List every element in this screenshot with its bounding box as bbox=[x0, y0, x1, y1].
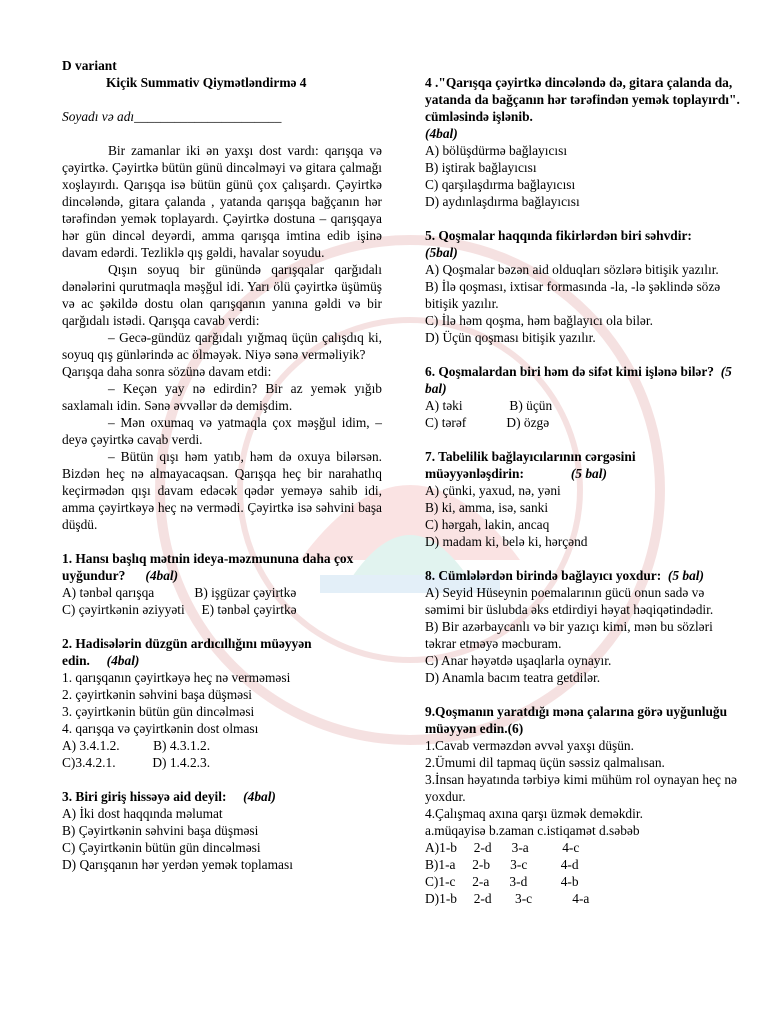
option-row: A) tənbəl qarışqa B) işgüzar çəyirtkə bbox=[62, 585, 297, 600]
option: B) Bir azərbaycanlı və bir yazıçı kimi, mən bu sözləri təkrar etməyə məcburam. bbox=[425, 619, 713, 651]
option: A) Qoşmalar bəzən aid olduqları sözlərə bitişik yazılır. bbox=[425, 262, 719, 277]
name-line: Soyadı və adı______________________ bbox=[62, 109, 282, 124]
option-row: C)3.4.2.1. D) 1.4.2.3. bbox=[62, 755, 211, 770]
points: (5bal) bbox=[425, 245, 458, 260]
option: B) iştirak bağlayıcısı bbox=[425, 160, 537, 175]
option-row: D)1-b 2-d 3-c 4-a bbox=[425, 891, 590, 906]
option: D) Qarışqanın hər yerdən yemək toplaması bbox=[62, 857, 293, 872]
story-paragraph: – Bütün qışı həm yatıb, həm də oxuya bilərsən. Bizdən heç nə almayacaqsan. Qarışqa heç bir narahatlıq keçirmədən qışı davam edəcək qədər yeməyə sahib idi, amma çəyirtkəyə heç nə vermədi. Çəyirtkə isə səhvini başa düşdü. bbox=[62, 449, 382, 532]
question-1: 1. Hansı başlıq mətnin ideya-məzmununa daha çox uyğundur? (4bal) bbox=[62, 551, 354, 583]
option: B) İlə qoşması, ixtisar formasında -la, -lə şəklində sözə bitişik yazılır. bbox=[425, 279, 721, 311]
option: A) bölüşdürmə bağlayıcısı bbox=[425, 143, 568, 158]
option: C) Çəyirtkənin bütün gün dincəlməsi bbox=[62, 840, 261, 855]
left-column bbox=[62, 57, 382, 873]
points: (4bal) bbox=[425, 126, 458, 141]
list-item: 1. qarışqanın çəyirtkəyə heç nə verməməsi bbox=[62, 670, 291, 685]
option: A) çünki, yaxud, nə, yəni bbox=[425, 483, 561, 498]
list-item: 4. qarışqa və çəyirtkənin dost olması bbox=[62, 721, 259, 736]
option-row: A)1-b 2-d 3-a 4-c bbox=[425, 840, 580, 855]
option-row: C) tərəf D) özgə bbox=[425, 415, 550, 430]
option: A) İki dost haqqında məlumat bbox=[62, 806, 223, 821]
list-item: 2. çəyirtkənin səhvini başa düşməsi bbox=[62, 687, 253, 702]
story-paragraph: – Gecə-gündüz qarğıdalı yığmaq üçün çalışdıq ki, soyuq qış günlərində ac ölməyək. Niyə sənə verməliyik? bbox=[62, 330, 382, 362]
story-paragraph: Bir zamanlar iki ən yaxşı dost vardı: qarışqa və çəyirtkə. Çəyirtkə bütün günü dincəlməyi və gitara çalmağı xoşlayırdı. Qarışqa isə bütün günü çox çalışardı. Çəyirtkə dincələndə, gitara çalanda , yatanda qarışqa bağçanın hər tərəfindən yemək toplayardı. Çəyirtkə dostuna – qarışqaya hər gün dincəl deyərdi, amma qarışqa imtina edib işinə davam edərdi. Tezliklə qış gəldi, havalar soyudu. bbox=[62, 143, 382, 260]
list-item: a.müqayisə b.zaman c.istiqamət d.səbəb bbox=[425, 823, 640, 838]
right-column bbox=[425, 74, 745, 907]
option: C) İlə həm qoşma, həm bağlayıcı ola bilər. bbox=[425, 313, 653, 328]
story-paragraph: – Keçən yay nə edirdin? Bir az yemək yığıb saxlamalı idin. Sənə əvvəllər də demişdim. bbox=[62, 381, 382, 413]
option: D) madam ki, belə ki, hərçənd bbox=[425, 534, 588, 549]
points: (5 bal) bbox=[425, 364, 732, 396]
question-8: 8. Cümlələrdən birində bağlayıcı yoxdur: (5 bal) bbox=[425, 568, 704, 583]
option: C) hərgah, lakin, ancaq bbox=[425, 517, 550, 532]
question-2: 2. Hadisələrin düzgün ardıcıllığını müəyyən edin. (4bal) bbox=[62, 636, 312, 668]
list-item: 3. çəyirtkənin bütün gün dincəlməsi bbox=[62, 704, 255, 719]
story-paragraph: Qışın soyuq bir günündə qarışqalar qarğıdalı dənələrini qurutmaqla məşğul idi. Yarı ölü çəyirtkə üşümüş və ac şəkildə dostu olan qarışqanın yanına gəldi və bir qarğıdalı istədi. Qarışqa cavab verdi: bbox=[62, 262, 382, 328]
option-row: B)1-a 2-b 3-c 4-d bbox=[425, 857, 579, 872]
question-9: 9.Qoşmanın yaratdığı məna çalarına görə uyğunluğu müəyyən edin.(6) bbox=[425, 704, 728, 736]
story-paragraph: Qarışqa daha sonra sözünə davam etdi: bbox=[62, 364, 272, 379]
points: (4bal) bbox=[243, 789, 276, 804]
story-paragraph: – Mən oxumaq və yatmaqla çox məşğul idim, – deyə çəyirtkə cavab verdi. bbox=[62, 415, 382, 447]
points: (5 bal) bbox=[570, 466, 607, 481]
option-row: A) 3.4.1.2. B) 4.3.1.2. bbox=[62, 738, 211, 753]
option: C) qarşılaşdırma bağlayıcısı bbox=[425, 177, 576, 192]
option: D) aydınlaşdırma bağlayıcısı bbox=[425, 194, 580, 209]
option: C) Anar həyətdə uşaqlarla oynayır. bbox=[425, 653, 612, 668]
list-item: 4.Çalışmaq axına qarşı üzmək deməkdir. bbox=[425, 806, 643, 821]
points: (5 bal) bbox=[667, 568, 704, 583]
question-3: 3. Biri giriş hissəyə aid deyil: (4bal) bbox=[62, 789, 276, 804]
points: (4bal) bbox=[106, 653, 140, 668]
option-row: C)1-c 2-a 3-d 4-b bbox=[425, 874, 579, 889]
option-row: A) təki B) üçün bbox=[425, 398, 553, 413]
option: A) Seyid Hüseynin poemalarının gücü onun sadə və səmimi bir üslubda əks etdirdiyi həyat həqiqətindədir. bbox=[425, 585, 714, 617]
question-6: 6. Qoşmalardan biri həm də sifət kimi işlənə bilər? (5 bal) bbox=[425, 364, 732, 396]
list-item: 1.Cavab verməzdən əvvəl yaxşı düşün. bbox=[425, 738, 634, 753]
variant-label: D variant bbox=[62, 58, 117, 73]
list-item: 2.Ümumi dil tapmaq üçün səssiz qalmalısan. bbox=[425, 755, 665, 770]
question-7: 7. Tabelilik bağlayıcılarının cərgəsini müəyyənləşdirin: (5 bal) bbox=[425, 449, 636, 481]
page-title: Kiçik Summativ Qiymətləndirmə 4 bbox=[106, 75, 307, 90]
option: D) Anamla bacım teatra getdilər. bbox=[425, 670, 601, 685]
question-5: 5. Qoşmalar haqqında fikirlərdən biri səhvdir: bbox=[425, 228, 692, 243]
option-row: C) çəyirtkənin əziyyəti E) tənbəl çəyirtkə bbox=[62, 602, 297, 617]
option: B) ki, amma, isə, sanki bbox=[425, 500, 549, 515]
question-4: 4 ."Qarışqa çəyirtkə dincələndə də, gitara çalanda da, yatanda da bağçanın hər tərəfindən yemək toplayırdı". cümləsində işlənib. bbox=[425, 75, 740, 124]
list-item: 3.İnsan həyatında tərbiyə kimi mühüm rol oynayan heç nə yoxdur. bbox=[425, 772, 737, 804]
points: (4bal) bbox=[145, 568, 179, 583]
option: D) Üçün qoşması bitişik yazılır. bbox=[425, 330, 596, 345]
option: B) Çəyirtkənin səhvini başa düşməsi bbox=[62, 823, 259, 838]
